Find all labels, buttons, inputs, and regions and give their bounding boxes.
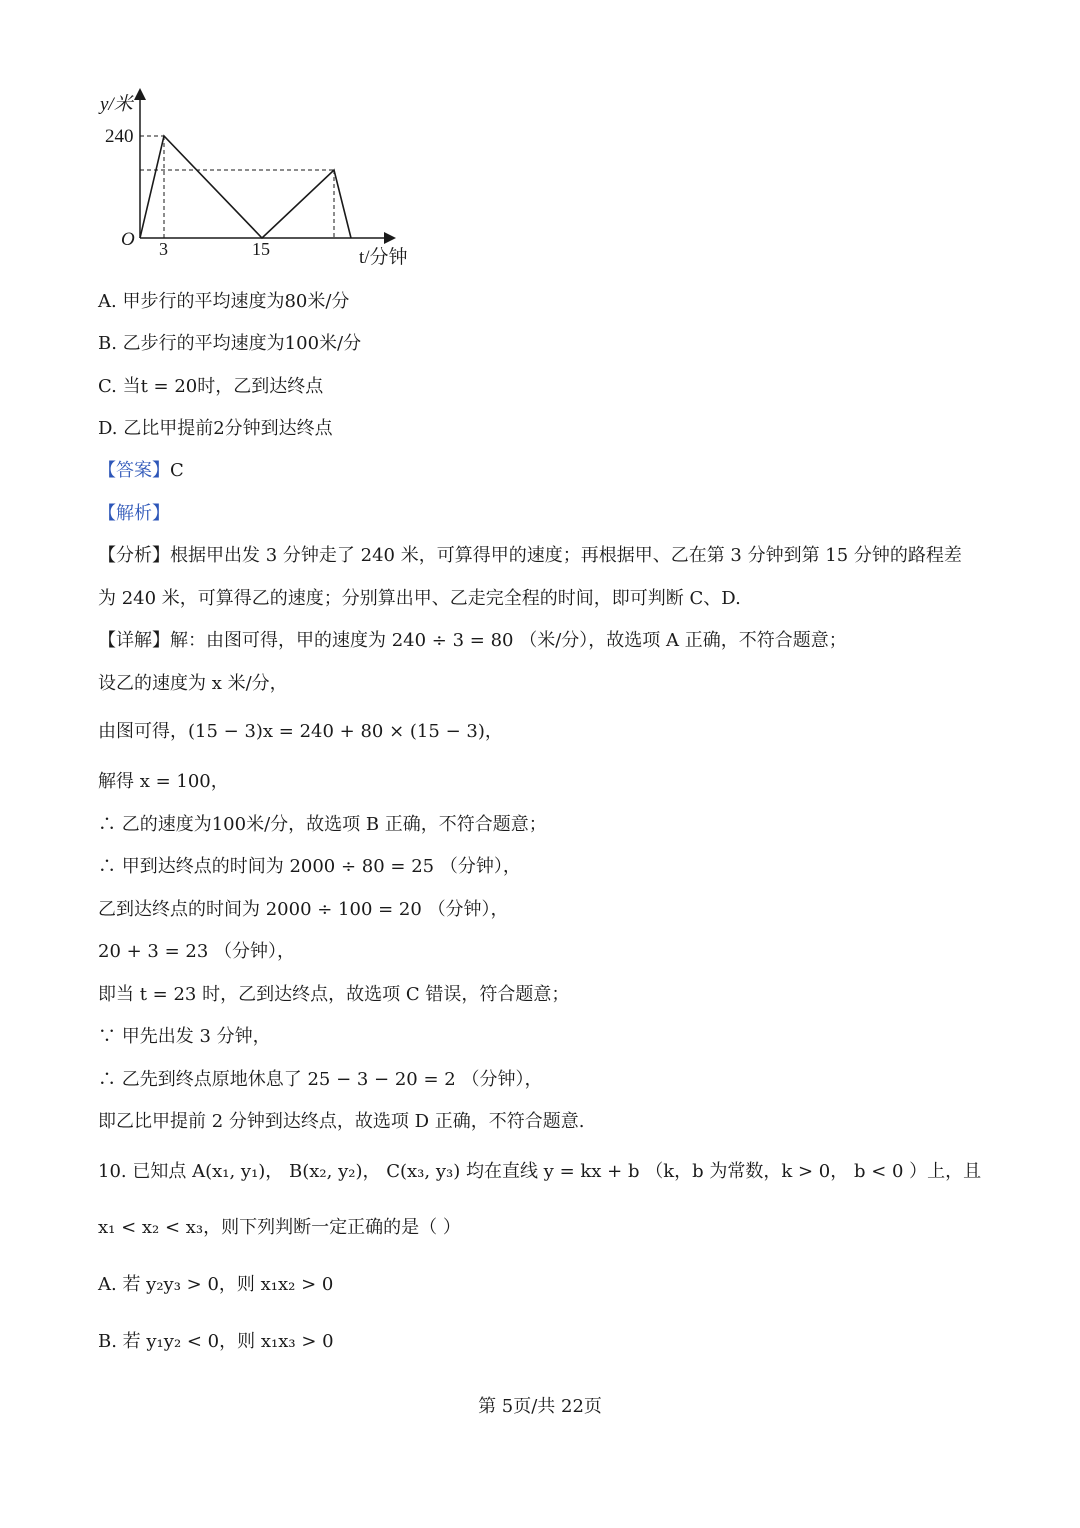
detail-line-2: 设乙的速度为 x 米/分， — [98, 673, 288, 694]
q10-option-a: A. 若 y₂y₃ > 0，则 x₁x₂ > 0 — [98, 1274, 334, 1295]
detail-line-12: 即乙比甲提前 2 分钟到达终点，故选项 D 正确，不符合题意. — [98, 1111, 585, 1132]
q10-stem-line-2: x₁ < x₂ < x₃，则下列判断一定正确的是（ ） — [98, 1217, 461, 1238]
q10-stem-line-1: 10. 已知点 A(x₁, y₁)， B(x₂, y₂)， C(x₃, y₃) 均在直线 y = kx + b （k，b 为常数，k > 0， b < 0 ）上，且 — [98, 1161, 982, 1182]
q9-option-a: A. 甲步行的平均速度为80米/分 — [98, 291, 350, 312]
page-footer: 第 5页/共 22页 — [478, 1396, 602, 1417]
detail-line-5: ∴ 乙的速度为100米/分，故选项 B 正确，不符合题意； — [98, 814, 547, 835]
answer-line — [98, 457, 184, 485]
answer-value: C — [170, 460, 184, 481]
q10-option-b: B. 若 y₁y₂ < 0，则 x₁x₃ > 0 — [98, 1331, 334, 1352]
x-axis-label: t/分钟 — [359, 247, 408, 268]
detail-line-6: ∴ 甲到达终点的时间为 2000 ÷ 80 = 25 （分钟）， — [98, 856, 521, 877]
detail-line-10: ∵ 甲先出发 3 分钟， — [98, 1026, 271, 1047]
detail-line-7: 乙到达终点的时间为 2000 ÷ 100 = 20 （分钟）， — [98, 899, 509, 920]
detail-line-1: 【详解】解：由图可得，甲的速度为 240 ÷ 3 = 80 （米/分），故选项 A 正确，不符合题意； — [98, 630, 847, 651]
analysis-tag: 【解析】 — [98, 503, 170, 524]
y-tick-240: 240 — [105, 126, 134, 147]
detail-line-11: ∴ 乙先到终点原地休息了 25 − 3 − 20 = 2 （分钟）， — [98, 1069, 543, 1090]
graph-line — [140, 136, 351, 238]
detail-line-3: 由图可得，(15 − 3)x = 240 + 80 × (15 − 3)， — [98, 721, 503, 742]
analysis-line-1: 【分析】根据甲出发 3 分钟走了 240 米，可算得甲的速度；再根据甲、乙在第 3 分钟到第 15 分钟的路程差 — [98, 545, 962, 566]
x-tick-3: 3 — [159, 239, 168, 259]
detail-line-8: 20 + 3 = 23 （分钟）， — [98, 941, 296, 962]
detail-line-4: 解得 x = 100， — [98, 771, 229, 792]
y-axis-label: y/米 — [100, 94, 133, 115]
distance-time-graph — [88, 82, 428, 277]
x-tick-15: 15 — [252, 239, 270, 259]
answer-tag: 【答案】 — [98, 460, 170, 481]
origin-label: O — [121, 229, 135, 250]
q9-option-c: C. 当t = 20时，乙到达终点 — [98, 376, 324, 397]
q9-option-d: D. 乙比甲提前2分钟到达终点 — [98, 418, 333, 439]
detail-line-9: 即当 t = 23 时，乙到达终点，故选项 C 错误，符合题意； — [98, 984, 570, 1005]
analysis-line-2: 为 240 米，可算得乙的速度；分别算出甲、乙走完全程的时间，即可判断 C、D. — [98, 588, 741, 609]
q9-option-b: B. 乙步行的平均速度为100米/分 — [98, 333, 362, 354]
